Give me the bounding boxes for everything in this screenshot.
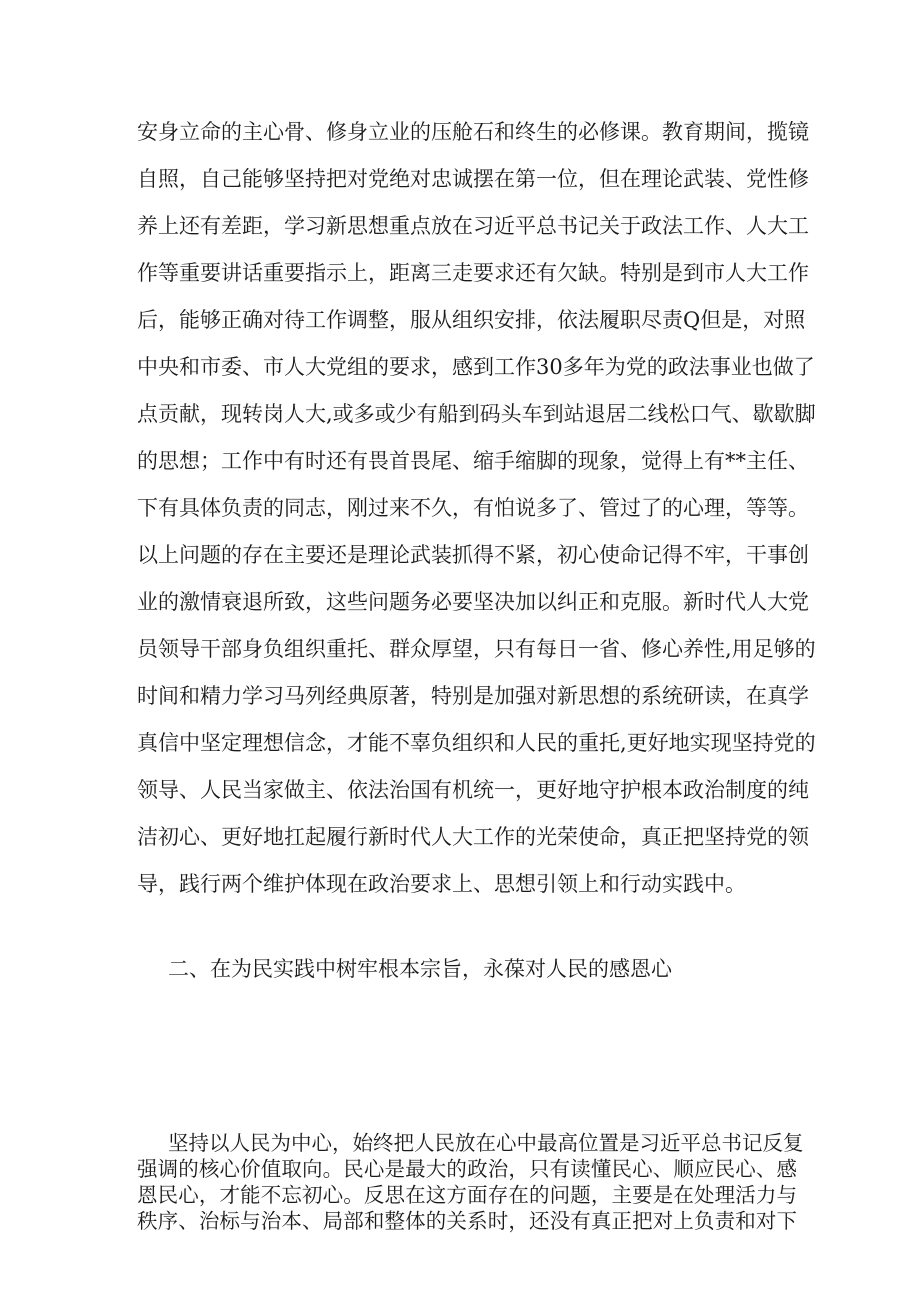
paragraph-line: 中央和市委、市人大党组的要求，感到工作30多年为党的政法事业也做了 — [137, 355, 815, 379]
paragraph-line: 时间和精力学习马列经典原著，特别是加强对新思想的系统研读，在真学 — [137, 684, 809, 708]
paragraph-line: 的思想；工作中有时还有畏首畏尾、缩手缩脚的现象，觉得上有**主任、 — [137, 449, 809, 473]
paragraph-line: 坚持以人民为中心，始终把人民放在心中最高位置是习近平总书记反复 — [168, 1131, 804, 1155]
paragraph-line: 作等重要讲话重要指示上，距离三走要求还有欠缺。特别是到市人大工作 — [137, 261, 809, 285]
paragraph-line: 真信中坚定理想信念，才能不辜负组织和人民的重托,更好地实现坚持党的 — [137, 731, 816, 755]
paragraph-line: 养上还有差距，学习新思想重点放在习近平总书记关于政法工作、人大工 — [137, 214, 809, 238]
paragraph-line: 安身立命的主心骨、修身立业的压舱石和终生的必修课。教育期间，揽镜 — [137, 120, 809, 144]
paragraph-line: 下有具体负责的同志，刚过来不久，有怕说多了、管过了的心理，等等。 — [137, 496, 809, 520]
paragraph-line: 以上问题的存在主要还是理论武装抓得不紧，初心使命记得不牢，干事创 — [137, 543, 809, 567]
paragraph-line: 后，能够正确对待工作调整，服从组织安排，依法履职尽责Q但是，对照 — [137, 308, 806, 332]
paragraph-line: 恩民心，才能不忘初心。反思在这方面存在的问题，主要是在处理活力与 — [137, 1183, 797, 1207]
paragraph-line: 洁初心、更好地扛起履行新时代人大工作的光荣使命，真正把坚持党的领 — [137, 825, 809, 849]
paragraph-line: 员领导干部身负组织重托、群众厚望，只有每日一省、修心养性,用足够的 — [137, 637, 816, 661]
paragraph-line: 导，践行两个维护体现在政治要求上、思想引领上和行动实践中。 — [137, 872, 746, 896]
paragraph-line: 强调的核心价值取向。民心是最大的政治，只有读懂民心、顺应民心、感 — [137, 1157, 797, 1181]
paragraph-line: 点贡献，现转岗人大,或多或少有船到码头车到站退居二线松口气、歇歇脚 — [137, 402, 816, 426]
paragraph-line: 领导、人民当家做主、依法治国有机统一，更好地守护根本政治制度的纯 — [137, 778, 809, 802]
paragraph-line: 秩序、治标与治本、局部和整体的关系时，还没有真正把对上负责和对下 — [137, 1209, 797, 1233]
paragraph-line: 业的激情衰退所致，这些问题务必要坚决加以纠正和克服。新时代人大党 — [137, 590, 809, 614]
paragraph-line: 自照，自己能够坚持把对党绝对忠诚摆在第一位，但在理论武装、党性修 — [137, 167, 809, 191]
section-heading: 二、在为民实践中树牢根本宗旨，永葆对人民的感恩心 — [168, 957, 672, 981]
